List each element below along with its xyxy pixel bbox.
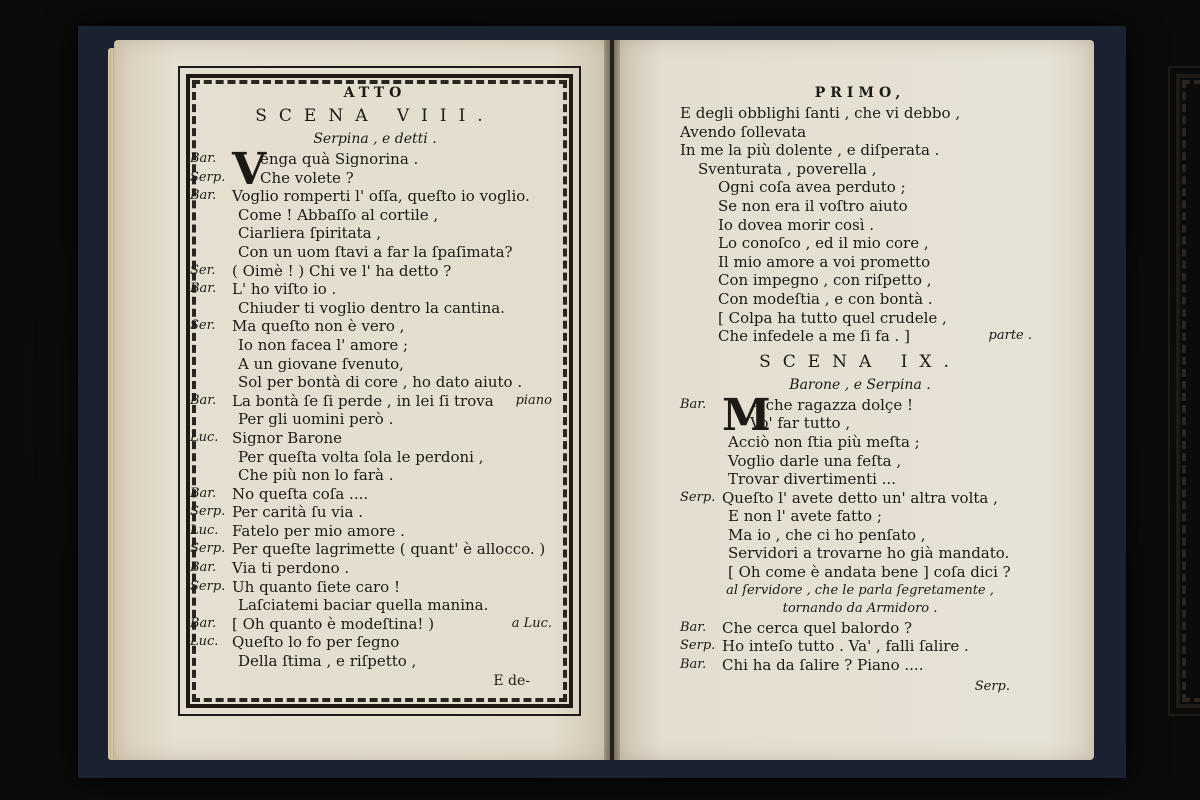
dialogue-line: [680, 619, 1040, 638]
dialogue-line: [680, 178, 1040, 197]
dialogue-line: [190, 522, 560, 541]
dialogue-line: [190, 262, 560, 281]
dialogue-line: [680, 123, 1040, 142]
speaker-label: Serp.: [680, 489, 716, 505]
line-text: Avendo ſollevata: [680, 122, 807, 141]
dialogue-line: [190, 373, 560, 392]
line-text: Trovar divertimenti ...: [728, 470, 896, 489]
line-text: ( Oimè ! ) Chi ve l' ha detto ?: [232, 261, 452, 280]
right-page-text: [680, 82, 1040, 697]
dialogue-lines-end: [680, 619, 1040, 675]
line-text: Per carità ſu via .: [232, 503, 364, 522]
line-text: Come ! Abbaſſo al cortile ,: [238, 205, 439, 224]
line-text: Laſciatemi baciar quella manina.: [238, 596, 489, 615]
line-text: Che volete ?: [260, 168, 354, 187]
drop-capital: V: [232, 144, 267, 195]
speaker-label: Bar.: [190, 560, 217, 576]
speaker-label: Luc.: [190, 522, 219, 538]
dialogue-line: [680, 271, 1040, 290]
line-text: Chi ha da ſalire ? Piano ....: [722, 656, 924, 675]
dialogue-line: [680, 327, 1040, 346]
speaker-label: Luc.: [190, 429, 219, 445]
line-text: Ma queſto non è vero ,: [232, 317, 405, 336]
speaker-label: Serp.: [190, 504, 226, 520]
line-text: Uh quanto ſiete caro !: [232, 577, 401, 596]
dialogue-line: [680, 253, 1040, 272]
line-text: E degli obblighi ſanti , che vi debbo ,: [680, 104, 961, 122]
dialogue-line: [190, 448, 560, 467]
speaker-label: Bar.: [190, 615, 217, 631]
line-text: Con modeſtia , e con bontà .: [718, 289, 933, 308]
page-header: ATTO: [343, 85, 407, 101]
dialogue-line: [190, 317, 560, 336]
aria-lines: [680, 104, 1040, 346]
line-text: Della ſtima , e riſpetto ,: [238, 652, 417, 671]
dialogue-lines: [190, 144, 560, 671]
stage-directions: [680, 582, 1040, 619]
stage-direction: parte .: [988, 328, 1032, 344]
dialogue-line: [680, 197, 1040, 216]
speaker-label: Bar.: [680, 396, 707, 412]
speaker-label: Serp.: [190, 578, 226, 594]
line-text: No queſta coſa ....: [232, 484, 369, 503]
dialogue-line: [680, 309, 1040, 328]
line-text: Io non facea l' amore ;: [238, 335, 409, 354]
line-text: Voglio romperti l' oſſa, queſto io voglio.: [232, 187, 530, 206]
left-page-text: [190, 82, 560, 693]
dialogue-line: [190, 559, 560, 578]
speaker-label: Bar.: [680, 619, 707, 635]
dialogue-line: [680, 234, 1040, 253]
dialogue-line: [190, 615, 560, 634]
dialogue-line: [680, 141, 1040, 160]
line-text: A un giovane ſvenuto,: [238, 354, 404, 373]
dialogue-line: [190, 633, 560, 652]
dialogue-line: [190, 485, 560, 504]
speaker-label: Ser.: [190, 262, 216, 278]
line-text: Ma io , che ci ho penſato ,: [728, 525, 926, 544]
dialogue-line: [680, 656, 1040, 675]
dialogue-line: [190, 540, 560, 559]
dialogue-line: [680, 526, 1040, 545]
dialogue-line: [680, 544, 1040, 563]
dialogue-line: [190, 336, 560, 355]
dialogue-line: [680, 433, 1040, 452]
dialogue-line: [190, 578, 560, 597]
scene-title: SCENA VIII.: [255, 106, 495, 126]
scene-persons: Barone , e Serpina .: [789, 376, 931, 393]
dialogue-line: [680, 290, 1040, 309]
line-text: Sventurata , poverella ,: [698, 159, 877, 178]
line-text: Voglio darle una feſta ,: [728, 451, 902, 470]
speaker-label: Bar.: [190, 392, 217, 408]
drop-capital: M: [722, 389, 771, 441]
page-header: PRIMO,: [814, 85, 906, 101]
line-text: [ Colpa ha tutto quel crudele ,: [718, 308, 947, 327]
catchword: Serp.: [974, 678, 1010, 694]
line-text: Via ti perdono .: [232, 559, 350, 578]
line-text: Ciarliera ſpiritata ,: [238, 224, 382, 243]
line-text: L' ho viſto io .: [232, 280, 337, 299]
speaker-label: Serp.: [190, 541, 226, 557]
line-text: La bontà ſe ſi perde , in lei ſi trova: [232, 391, 494, 410]
stage-direction: piano: [515, 392, 552, 408]
stage-direction: a Luc.: [511, 615, 552, 631]
dialogue-line: [190, 429, 560, 448]
dialogue-lines: [680, 389, 1040, 582]
dialogue-line: [680, 216, 1040, 235]
line-text: Lo conoſco , ed il mio core ,: [718, 234, 929, 253]
line-text: Queſto l' avete detto un' altra volta ,: [722, 488, 998, 507]
dialogue-line: [680, 414, 1040, 433]
dialogue-line: [190, 596, 560, 615]
dialogue-line: [190, 410, 560, 429]
speaker-label: Serp.: [680, 638, 716, 654]
speaker-label: Serp.: [190, 169, 226, 185]
line-text: Che cerca quel balordo ?: [722, 618, 913, 637]
line-text: A che ragazza dolçe !: [750, 395, 913, 414]
stage-direction: tornando da Armidoro .: [782, 601, 938, 617]
dialogue-line: [680, 160, 1040, 179]
line-text: Per queſte lagrimette ( quant' è allocco. ): [232, 540, 546, 559]
dialogue-line: [190, 299, 560, 318]
dialogue-line: [190, 466, 560, 485]
catchword: E de-: [493, 672, 530, 689]
dialogue-line: [190, 652, 560, 671]
dialogue-line: [680, 637, 1040, 656]
scene-title: SCENA IX.: [759, 351, 961, 372]
dialogue-line: [190, 392, 560, 411]
line-text: Che più non lo farà .: [238, 466, 394, 485]
line-text: Queſto lo fo per ſegno: [232, 633, 400, 652]
dialogue-line: [680, 507, 1040, 526]
speaker-label: Bar.: [680, 657, 707, 673]
dialogue-line: [680, 470, 1040, 489]
dialogue-line: [680, 489, 1040, 508]
right-ornamental-border: [1176, 74, 1200, 708]
dialogue-line: [190, 187, 560, 206]
stage-direction: al ſervidore , che le parla ſegretamente ,: [726, 582, 994, 598]
line-text: Signor Barone: [232, 428, 343, 447]
dialogue-line: [680, 452, 1040, 471]
speaker-label: Bar.: [190, 188, 217, 204]
speaker-label: Bar.: [190, 281, 217, 297]
dialogue-line: [190, 169, 560, 188]
speaker-label: Luc.: [190, 634, 219, 650]
speaker-label: Bar.: [190, 151, 217, 166]
line-text: Acciò non ſtia più meſta ;: [728, 432, 920, 451]
line-text: Per gli uomini però .: [238, 410, 394, 429]
dialogue-line: [680, 104, 1040, 123]
scene-persons: Serpina , e detti .: [313, 131, 437, 147]
line-text: Se non era il voſtro aiuto: [718, 196, 908, 215]
dialogue-line: [190, 224, 560, 243]
line-text: E non l' avete fatto ;: [728, 507, 882, 526]
line-text: [ Oh come è andata bene ] coſa dici ?: [728, 563, 1011, 582]
line-text: Ogni coſa avea perduto ;: [718, 178, 906, 197]
dialogue-line: [680, 563, 1040, 582]
dialogue-line: [190, 206, 560, 225]
speaker-label: Bar.: [190, 485, 217, 501]
line-text: Vo' far tutto ,: [750, 414, 851, 433]
line-text: Servidori a trovarne ho già mandato.: [728, 544, 1010, 563]
line-text: In me la più dolente , e diſperata .: [680, 141, 940, 160]
line-text: Sol per bontà di core , ho dato aiuto .: [238, 373, 523, 392]
speaker-label: Ser.: [190, 318, 216, 334]
line-text: enga quà Signorina .: [260, 150, 419, 168]
dialogue-line: [190, 355, 560, 374]
line-text: Con impegno , con riſpetto ,: [718, 271, 932, 290]
line-text: Il mio amore a voi prometto: [718, 252, 931, 271]
line-text: Fatelo per mio amore .: [232, 521, 405, 540]
dialogue-line: [190, 503, 560, 522]
line-text: Che infedele a me ſi fa . ]: [718, 327, 910, 346]
line-text: Per queſta volta ſola le perdoni ,: [238, 447, 484, 466]
line-text: Io dovea morir così .: [718, 215, 875, 234]
line-text: Ho inteſo tutto . Va' , falli ſalire .: [722, 637, 969, 656]
line-text: Chiuder ti voglio dentro la cantina.: [238, 298, 505, 317]
book-gutter: [604, 40, 620, 760]
line-text: [ Oh quanto è modeſtina! ): [232, 614, 435, 633]
dialogue-line: [190, 243, 560, 262]
dialogue-line: [190, 280, 560, 299]
line-text: Con un uom ſtavi a far la ſpaſimata?: [238, 242, 513, 261]
